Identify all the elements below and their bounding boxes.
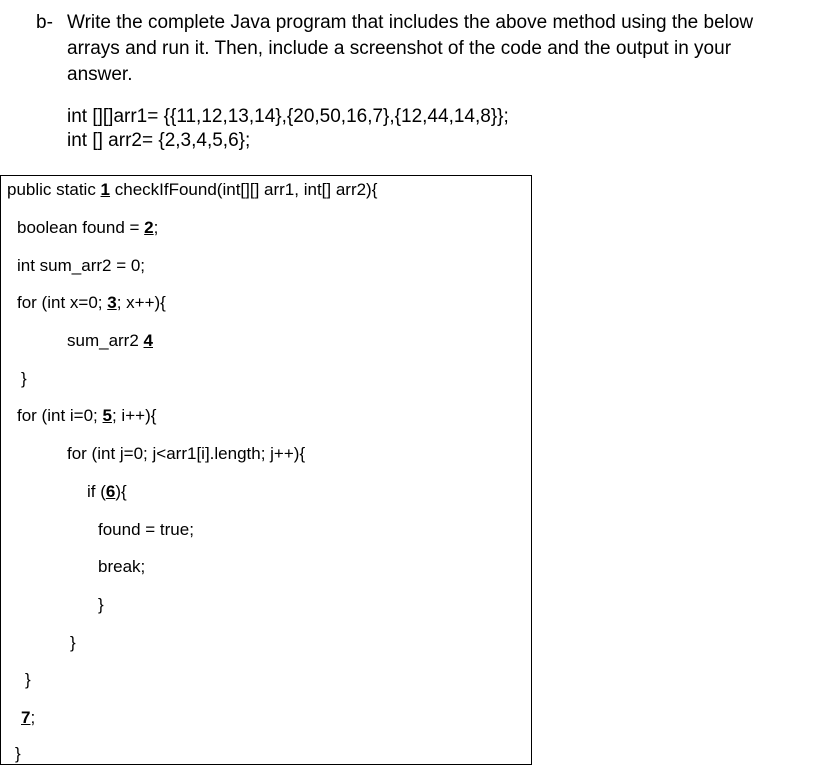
- question-label: b-: [36, 12, 53, 33]
- blank-5: 5: [102, 406, 112, 425]
- question-line: arrays and run it. Then, include a screenshot of the code and the output in your: [67, 38, 732, 59]
- blank-6: 6: [105, 482, 116, 501]
- close-brace: }: [98, 595, 104, 614]
- blank-4: 4: [143, 331, 153, 350]
- blank-1: 1: [100, 180, 111, 199]
- code-box: [0, 175, 532, 765]
- sum-declaration: int sum_arr2 = 0;: [17, 256, 146, 275]
- blank-3: 3: [107, 293, 117, 312]
- found-true-statement: found = true;: [98, 520, 194, 539]
- question-line: Write the complete Java program that includes the above method using the below: [67, 12, 754, 33]
- if-statement: if (6){: [87, 482, 127, 501]
- question-text: [67, 10, 807, 88]
- sum-statement: sum_arr2 4: [67, 331, 153, 350]
- for-i-loop: for (int i=0; 5; i++){: [17, 406, 157, 425]
- arr2-declaration: int [] arr2= {2,3,4,5,6};: [67, 130, 251, 151]
- blank-2: 2: [144, 218, 154, 237]
- close-brace: }: [25, 670, 31, 689]
- for-x-loop: for (int x=0; 3; x++){: [17, 293, 166, 312]
- return-statement: 7;: [21, 708, 36, 727]
- method-signature: public static 1 checkIfFound(int[][] arr1, int[] arr2){: [7, 180, 378, 199]
- for-j-loop: for (int j=0; j<arr1[i].length; j++){: [67, 444, 306, 463]
- arr1-declaration: int [][]arr1= {{11,12,13,14},{20,50,16,7},{12,44,14,8}};: [67, 106, 509, 127]
- question-line: answer.: [67, 64, 133, 85]
- close-brace: }: [21, 369, 27, 388]
- close-brace: }: [70, 633, 76, 652]
- break-statement: break;: [98, 557, 146, 576]
- blank-7: 7: [21, 708, 31, 727]
- found-declaration: boolean found = 2;: [17, 218, 159, 237]
- close-brace: }: [15, 744, 21, 763]
